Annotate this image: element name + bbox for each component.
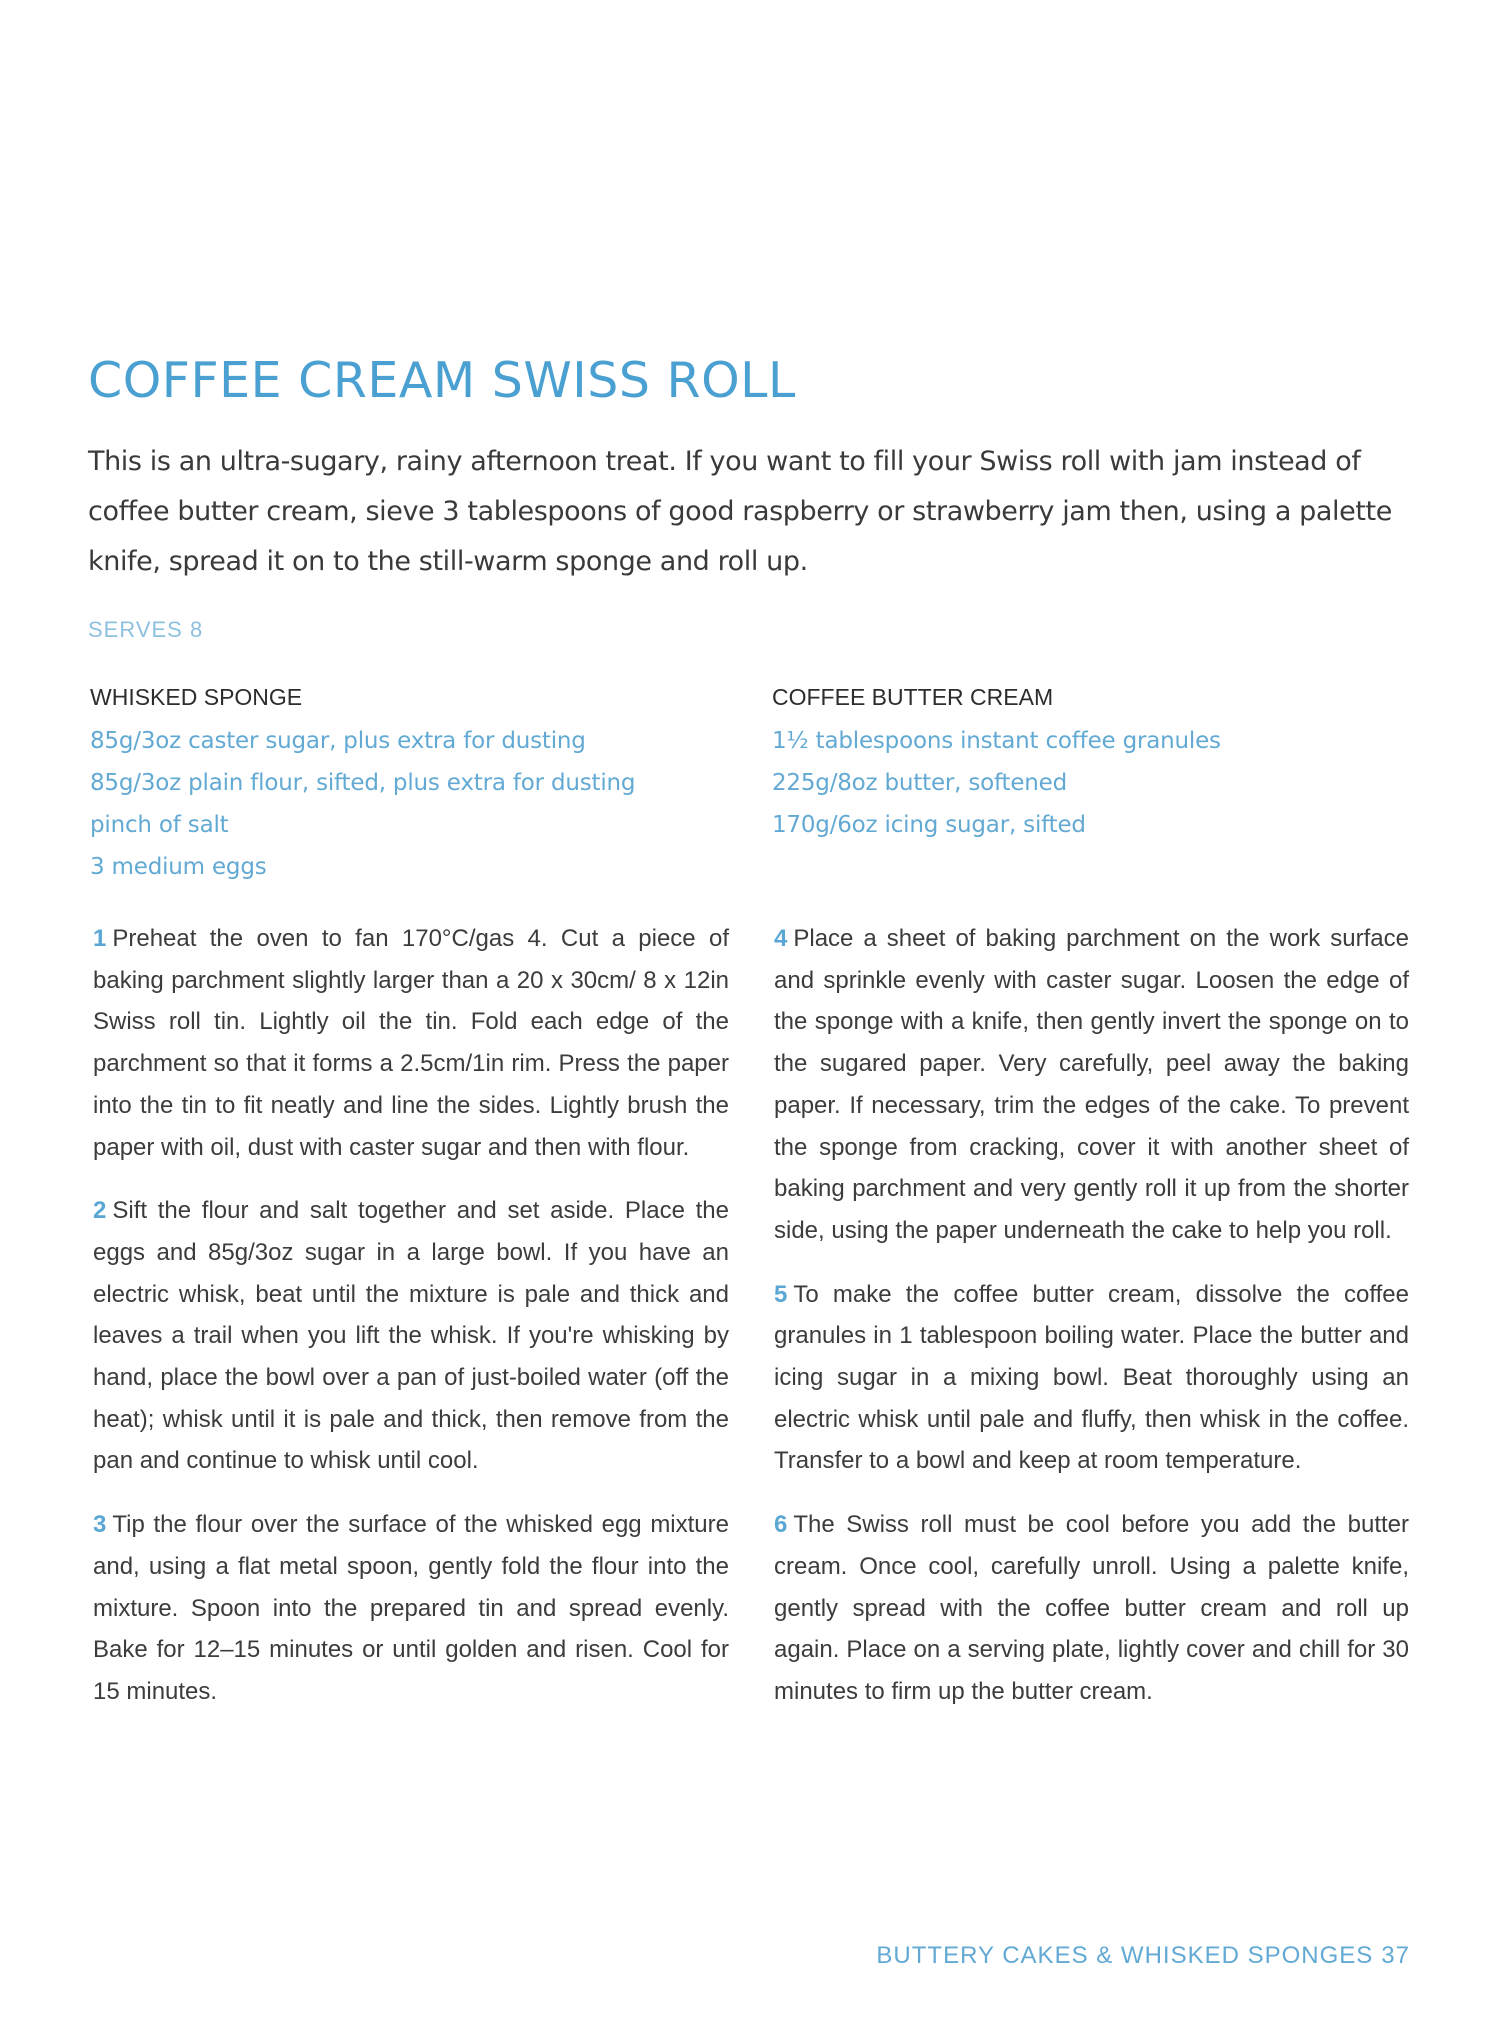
recipe-intro: This is an ultra-sugary, rainy afternoon treat. If you want to fill your Swiss roll with jam instead of coffee butter cream, sieve 3 tablespoons of good raspberry or strawberry jam then, using a palette knife, spread it on to the still-warm sponge and roll up. (88, 446, 1392, 577)
method-step-6 (774, 1504, 1409, 1713)
step-number: 4 (774, 925, 788, 952)
step-number: 6 (774, 1511, 788, 1539)
page-number: 37 (1381, 1942, 1410, 1969)
footer-section-title: BUTTERY CAKES & WHISKED SPONGES (876, 1942, 1374, 1969)
step-number: 5 (774, 1280, 788, 1308)
step-text: The Swiss roll must be cool before you add the butter cream. Once cool, carefully unroll. Using a palette knife, gently spread with the coffee butter cream and roll up again. Place on a serving plate, lightly cover and chill for 30 minutes to firm up the butter cream. (774, 1511, 1409, 1705)
sponge-ingredients (90, 682, 720, 888)
step-text: Place a sheet of baking parchment on the work surface and sprinkle evenly with caster sugar. Loosen the edge of the sponge with a knife, then gently invert the sponge on to the sugared paper. Very carefully, peel away the baking paper. If necessary, trim the edges of the cake. To prevent the sponge from cracking, cover it with another sheet of baking parchment and very gently roll it up from the shorter side, using the paper underneath the cake to help you roll. (774, 925, 1409, 1244)
butter-cream-ingredient-list (772, 720, 1402, 846)
method-column-left (93, 918, 729, 1735)
step-number: 1 (93, 925, 107, 952)
step-text: Tip the flour over the surface of the whisked egg mixture and, using a flat metal spoon, gently fold the flour into the mixture. Spoon into the prepared tin and spread evenly. Bake for 12–15 minutes or until golden and risen. Cool for 15 minutes. (93, 1511, 729, 1705)
step-text: To make the coffee butter cream, dissolve the coffee granules in 1 tablespoon boiling water. Place the butter and icing sugar in a mixing bowl. Beat thoroughly using an electric whisk until pale and fluffy, then whisk in the coffee. Transfer to a bowl and keep at room temperature. (774, 1280, 1409, 1475)
ingredient-item: pinch of salt (90, 812, 229, 838)
ingredient-item: 3 medium eggs (90, 854, 267, 880)
butter-cream-ingredients (772, 682, 1402, 846)
step-number: 2 (93, 1197, 107, 1225)
recipe-title: COFFEE CREAM SWISS ROLL (88, 352, 796, 409)
page-footer (876, 1942, 1410, 1970)
method-step-3 (93, 1504, 729, 1713)
ingredient-item: 1½ tablespoons instant coffee granules (772, 728, 1221, 754)
sponge-heading: WHISKED SPONGE (90, 684, 303, 710)
step-number: 3 (93, 1511, 107, 1539)
ingredient-item: 170g/6oz icing sugar, sifted (772, 812, 1086, 838)
method-column-right (774, 918, 1409, 1735)
serves-label: SERVES 8 (88, 617, 204, 642)
step-text: Preheat the oven to fan 170°C/gas 4. Cut a piece of baking parchment slightly larger than a 20 x 30cm/ 8 x 12in Swiss roll tin. Lightly oil the tin. Fold each edge of the parchment so that it forms a 2.5cm/1in rim. Press the paper into the tin to fit neatly and line the sides. Lightly brush the paper with oil, dust with caster sugar and then with flour. (93, 925, 729, 1161)
ingredient-item: 85g/3oz plain flour, sifted, plus extra for dusting (90, 770, 636, 796)
step-text: Sift the flour and salt together and set aside. Place the eggs and 85g/3oz sugar in a large bowl. If you have an electric whisk, beat until the mixture is pale and thick and leaves a trail when you lift the whisk. If you're whisking by hand, place the bowl over a pan of just-boiled water (off the heat); whisk until it is pale and thick, then remove from the pan and continue to whisk until cool. (93, 1197, 729, 1475)
butter-cream-heading: COFFEE BUTTER CREAM (772, 684, 1054, 710)
ingredient-item: 225g/8oz butter, softened (772, 770, 1068, 796)
ingredient-item: 85g/3oz caster sugar, plus extra for dusting (90, 728, 586, 754)
method-step-1 (93, 918, 729, 1168)
method-step-4 (774, 918, 1409, 1252)
method-step-5 (774, 1274, 1409, 1483)
method-step-2 (93, 1190, 729, 1482)
sponge-ingredient-list (90, 720, 720, 888)
